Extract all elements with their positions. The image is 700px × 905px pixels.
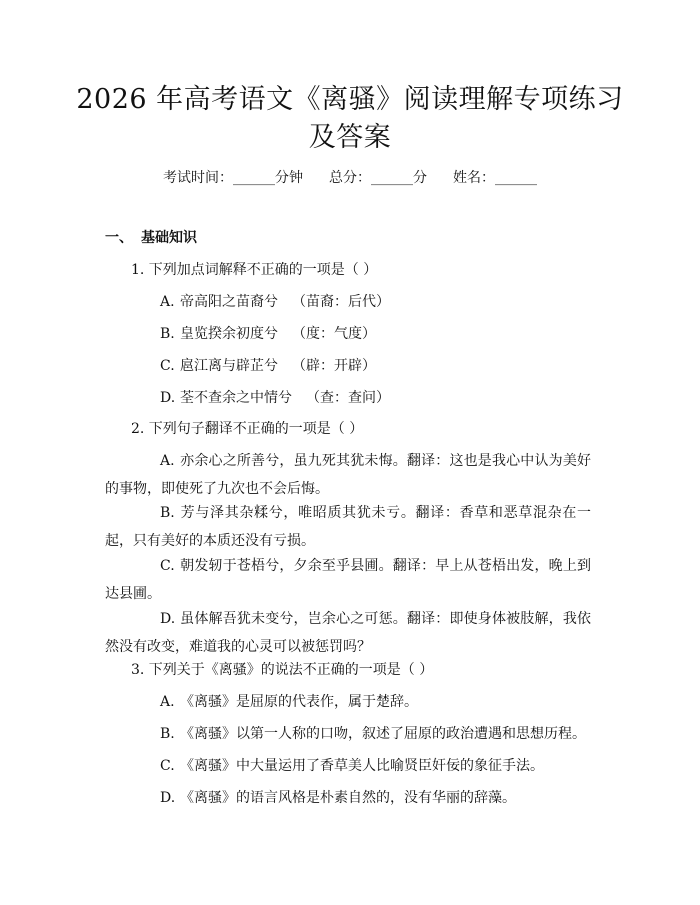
option-text: 《离骚》是屈原的代表作，属于楚辞。 [180,694,418,710]
option-text: 《离骚》中大量运用了香草美人比喻贤臣奸佞的象征手法。 [180,758,544,774]
option-item [160,292,390,312]
option-letter: C. [160,558,175,574]
section-title: 基础知识 [141,230,197,246]
option-item [160,388,390,408]
option-letter: B. [160,326,175,342]
option-item [160,356,376,376]
question-stem: 1. 下列加点词解释不正确的一项是（ ） [131,262,378,278]
option-letter: A. [160,694,175,710]
question-stem: 3. 下列关于《离骚》的说法不正确的一项是（ ） [131,662,434,678]
option-text: 《离骚》以第一人称的口吻，叙述了屈原的政治遭遇和思想历程。 [180,726,586,742]
option-paragraph [105,447,591,503]
option-text: 《离骚》的语言风格是朴素自然的，没有华丽的辞藻。 [180,790,516,806]
option-letter: A. [160,294,175,310]
section-number: 一、 [105,230,133,246]
option-text: 荃不查余之中情兮 [180,390,292,406]
option-item [160,692,418,712]
option-letter: D. [160,611,176,627]
option-item [160,724,586,744]
exam-time: 考试时间：______分钟 [163,170,303,186]
exam-score: 总分：______分 [329,170,427,186]
section-heading [105,228,197,248]
option-text: 皇览揆余初度兮 [180,326,278,342]
exam-info [0,168,700,188]
option-letter: A. [160,453,175,469]
option-letter: D. [160,790,176,806]
question-stem: 2. 下列句子翻译不正确的一项是（ ） [131,421,364,437]
option-letter: B. [160,726,175,742]
document-title-line1: 2026 年高考语文《离骚》阅读理解专项练习 [76,84,624,115]
option-letter: B. [160,505,175,521]
option-letter: D. [160,390,176,406]
option-letter: C. [160,758,175,774]
option-paragraph [105,605,591,661]
option-paragraph [105,499,591,555]
option-text: 虽体解吾犹未变兮，岂余心之可惩。翻译：即使身体被肢解，我依然没有改变，难道我的心灵可以被惩罚吗？ [105,611,591,655]
option-item [160,756,544,776]
option-text: 亦余心之所善兮，虽九死其犹未悔。翻译：这也是我心中认为美好的事物，即使死了九次也不会后悔。 [105,453,591,497]
option-note: （度：气度） [292,326,376,342]
exam-name: 姓名：______ [453,170,537,186]
option-note: （苗裔：后代） [292,294,390,310]
option-text: 芳与泽其杂糅兮，唯昭质其犹未亏。翻译：香草和恶草混杂在一起，只有美好的本质还没有亏损。 [105,505,591,549]
option-text: 朝发轫于苍梧兮，夕余至乎县圃。翻译：早上从苍梧出发，晚上到达县圃。 [105,558,591,602]
option-paragraph [105,552,591,608]
option-text: 扈江离与辟芷兮 [180,358,278,374]
option-item [160,324,376,344]
document-title-line2: 及答案 [308,122,392,153]
option-note: （查：查问） [306,390,390,406]
option-letter: C. [160,358,175,374]
option-item [160,788,516,808]
option-text: 帝高阳之苗裔兮 [180,294,278,310]
option-note: （辟：开辟） [292,358,376,374]
